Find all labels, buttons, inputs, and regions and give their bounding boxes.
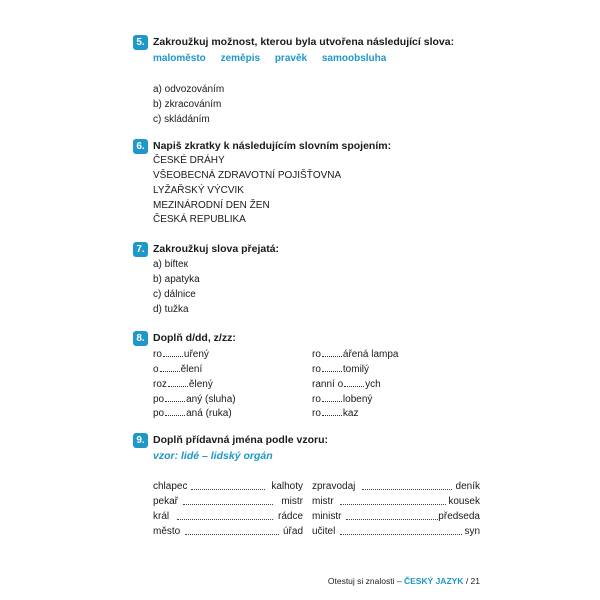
task-title: Napiš zkratky k následujícím slovním spojením:	[153, 140, 392, 152]
task-title: Zakroužkuj slova přejatá:	[153, 243, 280, 255]
fill-blank[interactable]	[163, 347, 183, 357]
word: pravěk	[274, 53, 308, 64]
task-number: 7.	[133, 242, 148, 257]
option: a) bifteк	[153, 259, 188, 270]
list-item: ČESKÁ REPUBLIKA	[153, 214, 246, 225]
fill-line[interactable]	[362, 489, 452, 490]
fill-blank[interactable]	[322, 362, 342, 372]
fill-blank[interactable]	[322, 406, 342, 416]
option: a) odvozováním	[153, 84, 225, 95]
task-number: 6.	[133, 139, 148, 154]
fill-item: ro ářená lampa	[312, 349, 399, 360]
fill-blank[interactable]	[160, 362, 180, 372]
footer-label: Otestuj si znalosti –	[327, 576, 404, 586]
worksheet-page: 5. Zakroužkuj možnost, kterou byla utvořena následující slova: maloměsto zeměpis pravěk samoobsluha a) odvozováním b) zkracováním c) skládáním 6. Napiš zkratky k následujícím slovním spojením: ČESKÉ DRÁHY VŠEOBECNÁ ZDRAVOTNÍ POJIŠŤOVNA LYŽAŘSKÝ VÝCVIK MEZINÁRODNÍ DEN ŽEN ČESKÁ REPUBLIKA 7. Zakroužkuj slova přejatá: a) bifteк b) apatyka c) dálnice d) tužka 8. Doplň d/dd, z/zz: ro uřený o ělení roz ělený po aný (sluha) po aná (ruka) ro ářená lampa ro tomilý ranní o ych ro lobený ro kaz 9. Doplň přídavná jména podle vzoru: vzor: lidé – lidský orgán chlapec kalhoty pekař mistr král rádce město úřad zpravodaj deník mistr kousek ministr předseda učitel syn Otestuj si znalosti – ČESKÝ JAZYK / 21	[0, 0, 600, 600]
footer-subject: ČESKÝ JAZYK	[403, 576, 464, 586]
fill-blank[interactable]	[165, 392, 185, 402]
fill-item: ro tomilý	[312, 364, 370, 375]
fill-blank[interactable]	[322, 392, 342, 402]
fill-item: ro kaz	[312, 408, 359, 419]
task-number: 5.	[133, 35, 148, 50]
fill-blank[interactable]	[344, 377, 364, 387]
fill-item: po aný (sluha)	[153, 394, 236, 405]
fill-line[interactable]	[183, 504, 273, 505]
fill-line[interactable]	[346, 519, 438, 520]
task-title: Doplň d/dd, z/zz:	[153, 332, 236, 344]
example-pattern: vzor: lidé – lidský orgán	[153, 450, 273, 462]
word: maloměsto	[153, 53, 206, 64]
page-number: / 21	[463, 576, 480, 586]
list-item: VŠEOBECNÁ ZDRAVOTNÍ POJIŠŤOVNA	[153, 170, 342, 181]
fill-line[interactable]	[191, 489, 265, 490]
list-item: ČESKÉ DRÁHY	[153, 155, 225, 166]
task-title: Zakroužkuj možnost, kterou byla utvořena následující slova:	[153, 36, 455, 48]
fill-line[interactable]	[185, 534, 279, 535]
option: d) tužka	[153, 304, 189, 315]
fill-blank[interactable]	[165, 406, 185, 416]
page-footer	[328, 576, 480, 586]
option: b) apatyka	[153, 274, 200, 285]
fill-line[interactable]	[340, 534, 462, 535]
fill-item: ranní o ych	[312, 379, 381, 390]
fill-blank[interactable]	[168, 377, 188, 387]
task-number: 8.	[133, 331, 148, 346]
word: zeměpis	[220, 53, 261, 64]
option: c) skládáním	[153, 114, 210, 125]
fill-line[interactable]	[177, 519, 273, 520]
fill-item: ro uřený	[153, 349, 209, 360]
option: b) zkracováním	[153, 99, 222, 110]
fill-item: roz ělený	[153, 379, 213, 390]
fill-item: po aná (ruka)	[153, 408, 232, 419]
fill-item: ro lobený	[312, 394, 373, 405]
word-list	[153, 52, 398, 65]
word: samoobsluha	[321, 53, 387, 64]
task-number: 9.	[133, 433, 148, 448]
list-item: MEZINÁRODNÍ DEN ŽEN	[153, 200, 270, 211]
task-title: Doplň přídavná jména podle vzoru:	[153, 434, 329, 446]
option: c) dálnice	[153, 289, 196, 300]
list-item: LYŽAŘSKÝ VÝCVIK	[153, 185, 244, 196]
fill-item: o ělení	[153, 364, 203, 375]
fill-blank[interactable]	[322, 347, 342, 357]
fill-line[interactable]	[340, 504, 446, 505]
